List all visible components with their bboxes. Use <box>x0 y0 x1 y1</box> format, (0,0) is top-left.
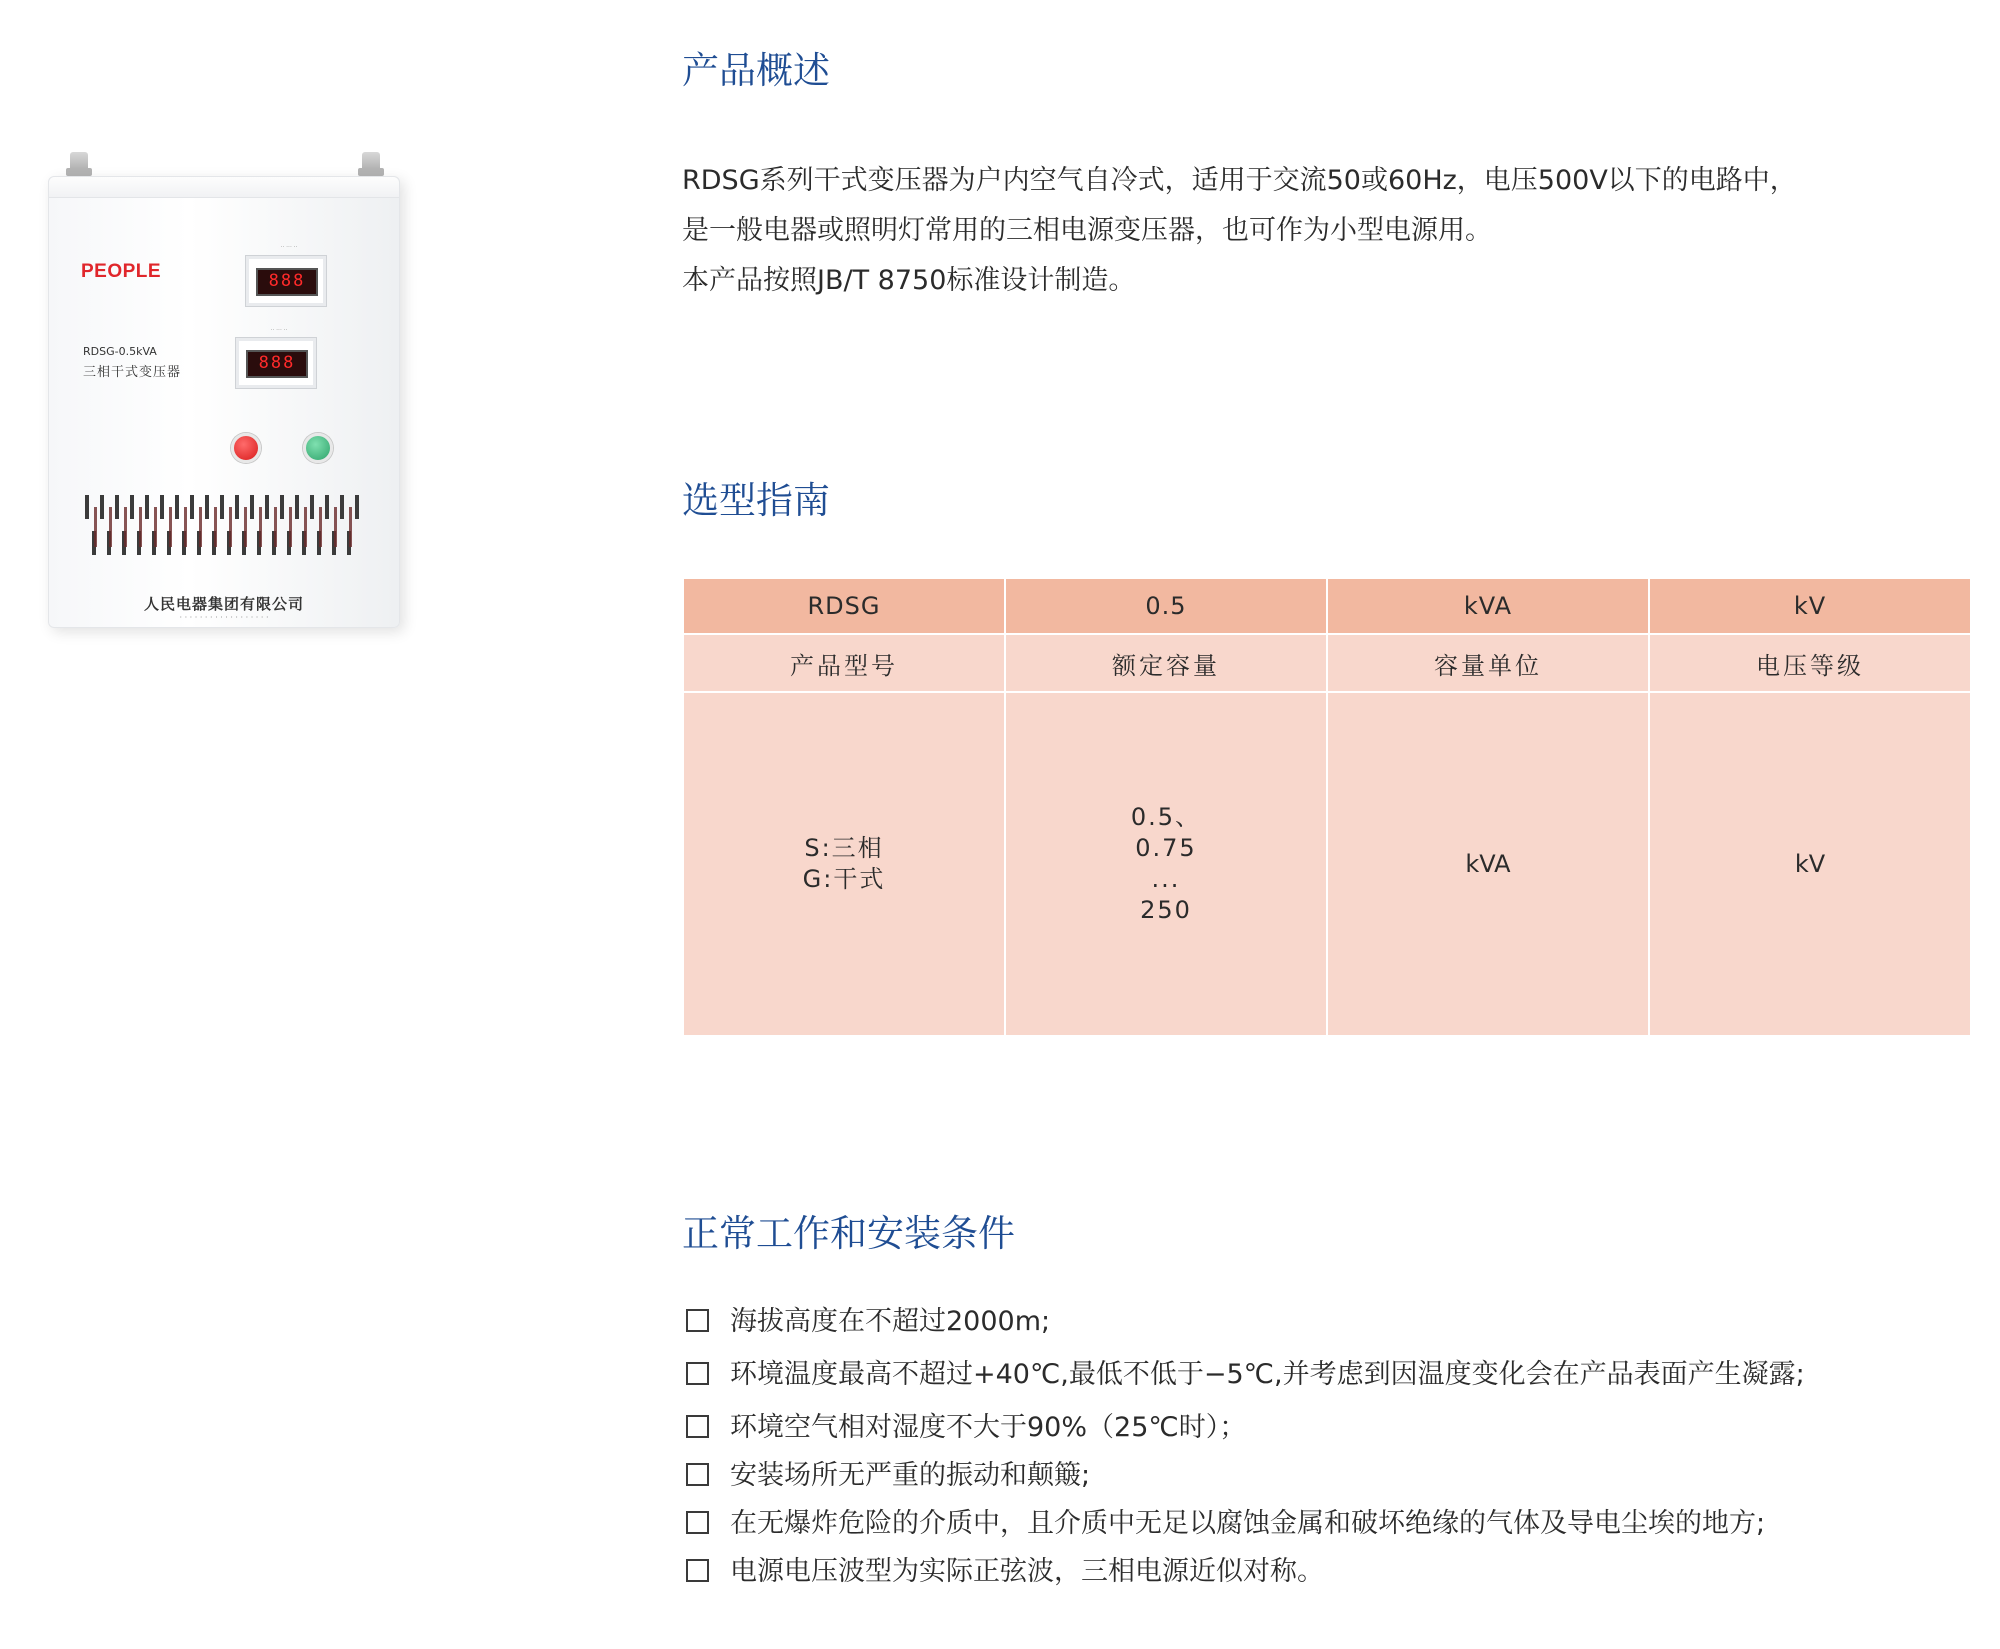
name-cell: 电压等级 <box>1649 634 1971 692</box>
checkbox-icon <box>686 1362 709 1385</box>
list-item <box>682 1304 1982 1340</box>
detail-line: ... <box>1151 865 1181 893</box>
model-code: RDSG-0.5kVA <box>83 345 157 358</box>
voltage-meter <box>245 255 327 307</box>
condition-text: 环境温度最高不超过+40℃,最低不低于−5℃,并考虑到因温度变化会在产品表面产生凝露; <box>730 1359 1805 1390</box>
meter-label: ·· ··· ·· <box>270 327 288 334</box>
capacity-detail-cell <box>1005 692 1327 1036</box>
code-row <box>683 578 1971 634</box>
condition-text: 在无爆炸危险的介质中，且介质中无足以腐蚀金属和破坏绝缘的气体及导电尘埃的地方; <box>730 1508 1766 1539</box>
name-cell: 容量单位 <box>1327 634 1649 692</box>
detail-row <box>683 692 1971 1036</box>
condition-text: 电源电压波型为实际正弦波，三相电源近似对称。 <box>730 1556 1324 1587</box>
condition-text: 海拔高度在不超过2000m; <box>730 1306 1051 1337</box>
code-cell: RDSG <box>683 578 1005 634</box>
green-indicator-icon <box>303 433 333 463</box>
overview-text <box>682 156 1972 306</box>
detail-line: 0.75 <box>1135 834 1197 862</box>
capacity-detail-stack <box>1131 802 1201 926</box>
overview-line: 是一般电器或照明灯常用的三相电源变压器，也可作为小型电源用。 <box>682 215 1492 246</box>
name-cell: 产品型号 <box>683 634 1005 692</box>
name-cell: 额定容量 <box>1005 634 1327 692</box>
checkbox-icon <box>686 1309 709 1332</box>
red-indicator-icon <box>231 433 261 463</box>
checkbox-icon <box>686 1559 709 1582</box>
checkbox-icon <box>686 1415 709 1438</box>
unit-detail-cell: kVA <box>1327 692 1649 1036</box>
condition-text: 安装场所无严重的振动和颠簸; <box>730 1460 1091 1491</box>
condition-text: 环境空气相对湿度不大于90%（25℃时）； <box>730 1412 1247 1443</box>
voltage-detail-cell: kV <box>1649 692 1971 1036</box>
overview-line: RDSG系列干式变压器为户内空气自冷式，适用于交流50或60Hz，电压500V以下的电路中， <box>682 165 1797 196</box>
meter-label: ·· ··· ·· <box>280 244 298 251</box>
list-item <box>682 1506 1982 1542</box>
manufacturer-subtext: · · · · · · · · · · · · · · · · · · <box>179 613 269 622</box>
selection-guide-title: 选型指南 <box>682 479 830 522</box>
type-detail-stack <box>803 833 886 895</box>
conditions-list <box>682 1304 1982 1590</box>
meter-display <box>256 268 318 296</box>
checkbox-icon <box>686 1511 709 1534</box>
detail-line: 0.5、 <box>1130 803 1202 831</box>
detail-line: G:干式 <box>802 865 886 893</box>
current-meter <box>235 337 317 389</box>
overview-line: 本产品按照JB/T 8750标准设计制造。 <box>682 265 1136 296</box>
list-item <box>682 1554 1982 1590</box>
meter-display <box>246 350 308 378</box>
name-row <box>683 634 1971 692</box>
list-item <box>682 1357 1982 1393</box>
ventilation-slots-inner <box>85 507 361 547</box>
conditions-title: 正常工作和安装条件 <box>682 1212 1015 1255</box>
model-name: 三相干式变压器 <box>83 365 182 380</box>
selection-table <box>682 577 1972 1037</box>
manufacturer-name: 人民电器集团有限公司 <box>143 595 304 613</box>
product-image <box>48 152 400 628</box>
cabinet-lid <box>49 177 399 198</box>
list-item <box>682 1410 1982 1446</box>
type-detail-cell <box>683 692 1005 1036</box>
brand-logo: PEOPLE <box>81 261 162 282</box>
detail-line: S:三相 <box>804 834 884 862</box>
detail-line: 250 <box>1140 896 1192 924</box>
overview-title: 产品概述 <box>682 49 830 92</box>
code-cell: kVA <box>1327 578 1649 634</box>
transformer-cabinet <box>48 176 400 628</box>
code-cell: kV <box>1649 578 1971 634</box>
checkbox-icon <box>686 1463 709 1486</box>
code-cell: 0.5 <box>1005 578 1327 634</box>
list-item <box>682 1458 1982 1494</box>
